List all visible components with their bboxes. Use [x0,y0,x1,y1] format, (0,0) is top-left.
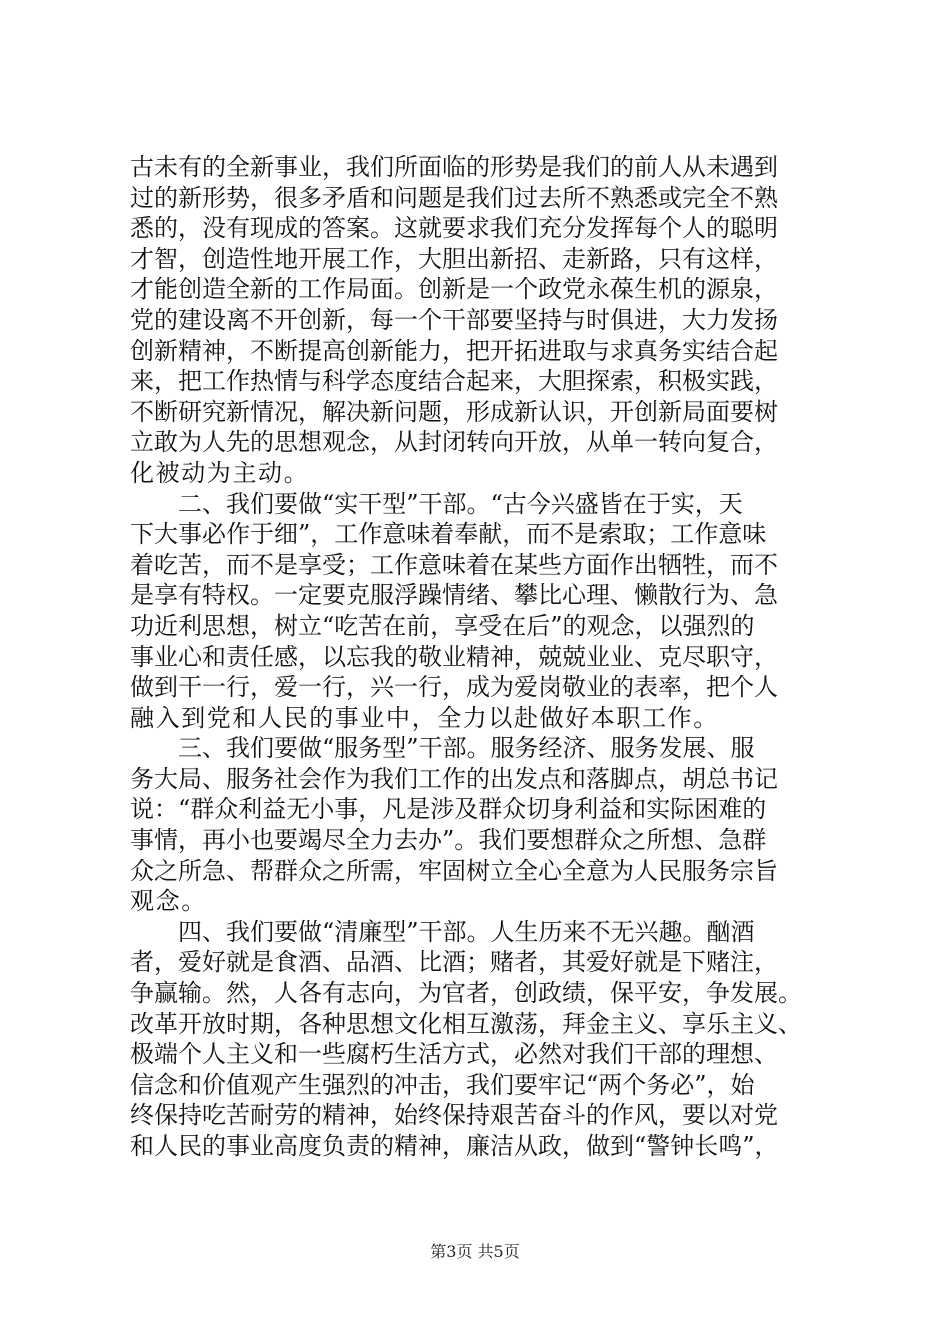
text-line: 事情，再小也要竭尽全力去办”。我们要想群众之所想、急群 [130,826,767,855]
text-line: 功近利思想，树立“吃苦在前，享受在后”的观念，以强烈的 [130,611,755,640]
text-line: 三、我们要做“服务型”干部。服务经济、服务发展、服 [130,734,755,763]
text-line: 极端个人主义和一些腐朽生活方式，必然对我们干部的理想、 [130,1040,778,1069]
text-line: 才智，创造性地开展工作，大胆出新招、走新路，只有这样， [130,244,778,273]
text-line: 众之所急、帮群众之所需，牢固树立全心全意为人民服务宗旨 [130,856,778,885]
text-line: 四、我们要做“清廉型”干部。人生历来不无兴趣。酗酒 [130,917,755,946]
text-line: 做到干一行，爱一行，兴一行，成为爱岗敬业的表率，把个人 [130,673,778,702]
text-line: 是享有特权。一定要克服浮躁情绪、攀比心理、懒散行为、急 [130,581,778,610]
text-line: 着吃苦，而不是享受；工作意味着在某些方面作出牺牲，而不 [130,550,778,579]
text-line: 来，把工作热情与科学态度结合起来，大胆探索，积极实践， [130,367,778,396]
text-line: 融入到党和人民的事业中，全力以赴做好本职工作。 [130,703,719,732]
text-line: 终保持吃苦耐劳的精神，始终保持艰苦奋斗的作风，要以对党 [130,1101,778,1130]
text-line: 信念和价值观产生强烈的冲击，我们要牢记“两个务必”，始 [130,1070,755,1099]
text-line: 者，爱好就是食酒、品酒、比酒；赌者，其爱好就是下赌注， [130,948,778,977]
text-line: 争赢输。然，人各有志向，为官者，创政绩，保平安，争发展。 [130,979,802,1008]
text-line: 立敢为人先的思想观念，从封闭转向开放，从单一转向复合， [130,428,778,457]
document-body [130,152,830,1162]
page-footer: 第3页 共5页 [430,1242,520,1261]
text-line: 党的建设离不开创新，每一个干部要坚持与时俱进，大力发扬 [130,305,778,334]
text-line: 二、我们要做“实干型”干部。“古今兴盛皆在于实，天 [130,489,743,518]
text-line: 过的新形势，很多矛盾和问题是我们过去所不熟悉或完全不熟 [130,183,778,212]
text-line: 悉的，没有现成的答案。这就要求我们充分发挥每个人的聪明 [130,214,778,243]
text-line: 改革开放时期，各种思想文化相互激荡，拜金主义、享乐主义、 [130,1009,802,1038]
text-line: 才能创造全新的工作局面。创新是一个政党永葆生机的源泉， [130,275,778,304]
text-line: 观念。 [130,887,207,916]
text-line: 化被动为主动。 [130,458,310,487]
text-line: 不断研究新情况，解决新问题，形成新认识，开创新局面要树 [130,397,778,426]
text-line: 务大局、服务社会作为我们工作的出发点和落脚点，胡总书记 [130,764,778,793]
text-line: 和人民的事业高度负责的精神，廉洁从政，做到“警钟长鸣”， [130,1132,779,1160]
text-line: 说：“群众利益无小事，凡是涉及群众切身利益和实际困难的 [130,795,767,824]
text-line: 下大事必作于细”，工作意味着奉献，而不是索取；工作意味 [130,520,767,549]
text-line: 事业心和责任感，以忘我的敬业精神，兢兢业业、克尽职守， [130,642,778,671]
text-line: 古未有的全新事业，我们所面临的形势是我们的前人从未遇到 [130,153,778,181]
text-line: 创新精神，不断提高创新能力，把开拓进取与求真务实结合起 [130,336,778,365]
